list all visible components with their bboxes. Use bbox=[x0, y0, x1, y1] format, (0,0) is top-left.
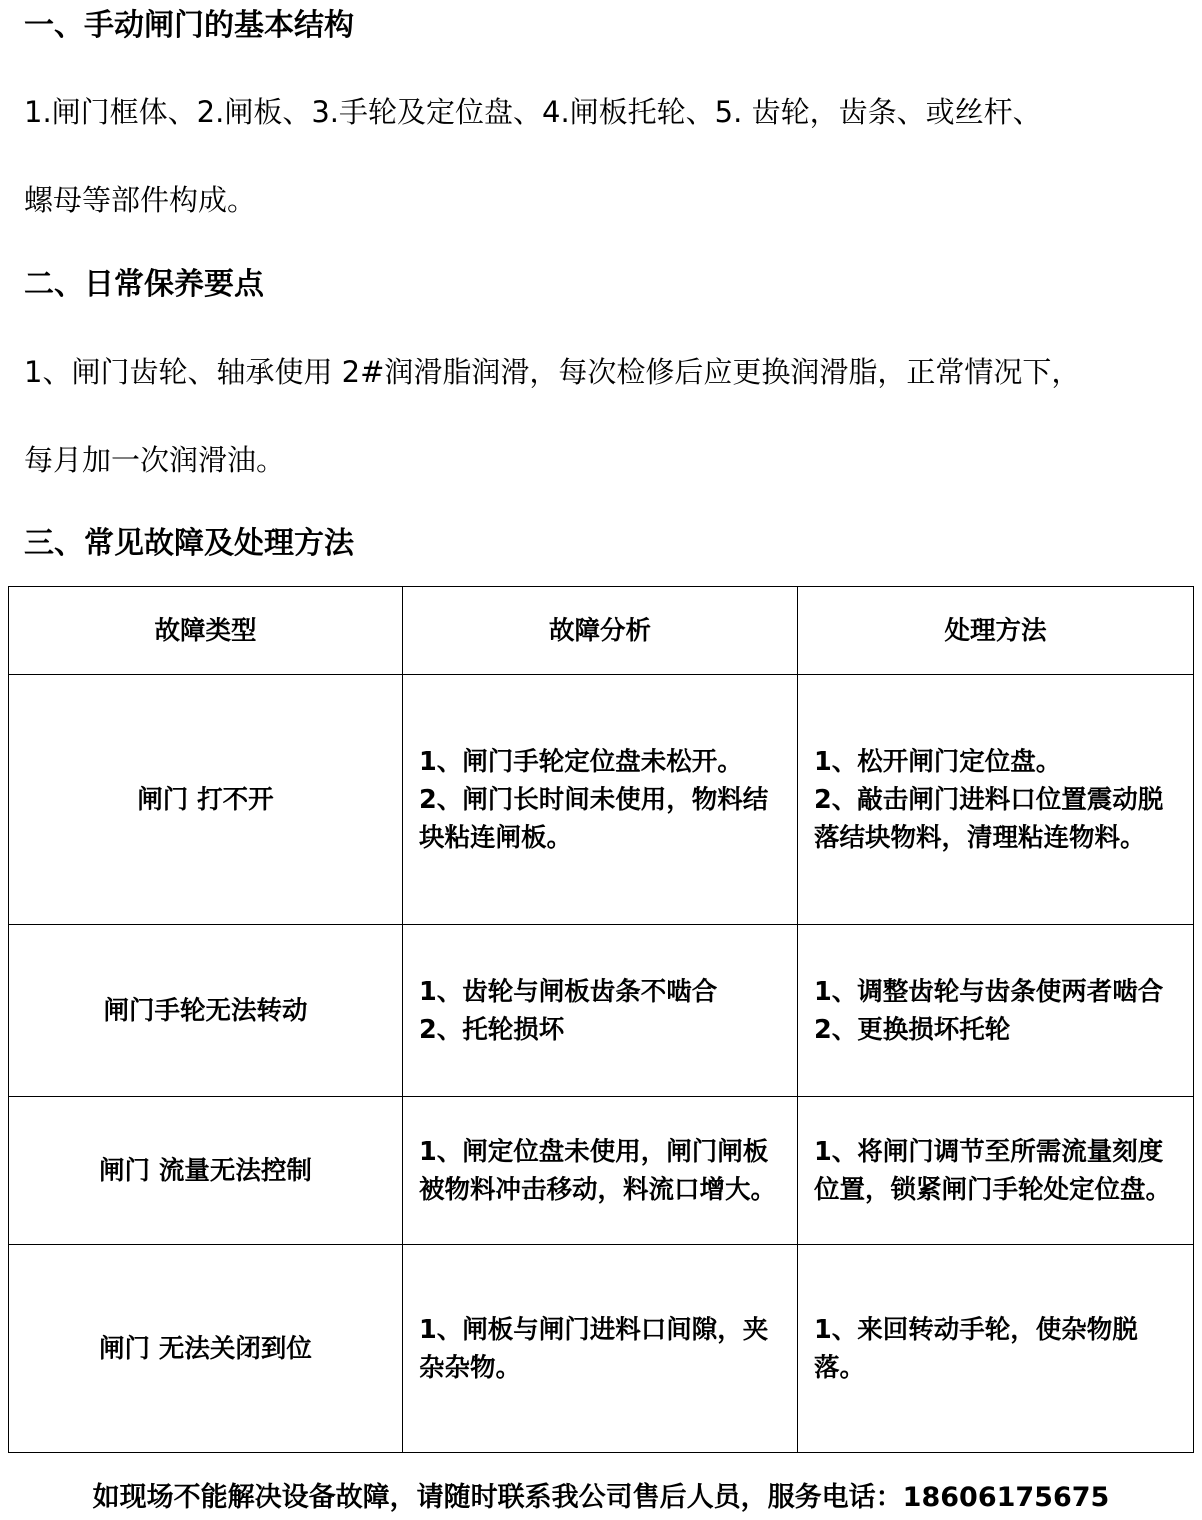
fault-analysis-cell bbox=[403, 675, 798, 925]
solution-cell bbox=[798, 1245, 1194, 1453]
header-fault-type: 故障类型 bbox=[9, 587, 403, 675]
service-contact-footer: 如现场不能解决设备故障，请随时联系我公司售后人员，服务电话：18606175675 bbox=[92, 1482, 1110, 1513]
solution-cell bbox=[798, 675, 1194, 925]
fault-analysis-cell bbox=[403, 925, 798, 1097]
solution-item: 1、松开闸门定位盘。 bbox=[814, 746, 1062, 777]
table-row bbox=[9, 1097, 1194, 1245]
analysis-item: 1、齿轮与闸板齿条不啮合 bbox=[419, 976, 718, 1007]
section-1-heading: 一、手动闸门的基本结构 bbox=[24, 8, 354, 43]
header-fault-analysis: 故障分析 bbox=[403, 587, 798, 675]
section-3-heading: 三、常见故障及处理方法 bbox=[24, 526, 354, 561]
section-1-line-1: 1.闸门框体、2.闸板、3.手轮及定位盘、4.闸板托轮、5. 齿轮，齿条、或丝杆、 bbox=[24, 95, 1042, 129]
solution-cell bbox=[798, 1097, 1194, 1245]
solution-item: 2、更换损坏托轮 bbox=[814, 1014, 1011, 1045]
fault-type-cell: 闸门 流量无法控制 bbox=[9, 1097, 403, 1245]
fault-table bbox=[8, 586, 1194, 1453]
section-1-line-2: 螺母等部件构成。 bbox=[24, 183, 257, 217]
section-2-line-2: 每月加一次润滑油。 bbox=[24, 443, 286, 477]
fault-type-cell: 闸门 打不开 bbox=[9, 675, 403, 925]
solution-item: 1、来回转动手轮，使杂物脱落。 bbox=[814, 1314, 1138, 1383]
solution-cell bbox=[798, 925, 1194, 1097]
section-2-line-1: 1、闸门齿轮、轴承使用 2#润滑脂润滑，每次检修后应更换润滑脂，正常情况下， bbox=[24, 355, 1081, 389]
fault-type-cell: 闸门 无法关闭到位 bbox=[9, 1245, 403, 1453]
table-row bbox=[9, 925, 1194, 1097]
analysis-item: 1、闸门手轮定位盘未松开。 bbox=[419, 746, 743, 777]
fault-analysis-cell bbox=[403, 1097, 798, 1245]
analysis-item: 1、闸板与闸门进料口间隙，夹杂杂物。 bbox=[419, 1314, 769, 1383]
header-solution: 处理方法 bbox=[798, 587, 1194, 675]
analysis-item: 2、托轮损坏 bbox=[419, 1014, 565, 1045]
fault-analysis-cell bbox=[403, 1245, 798, 1453]
solution-item: 2、敲击闸门进料口位置震动脱落结块物料，清理粘连物料。 bbox=[814, 784, 1164, 853]
analysis-item: 2、闸门长时间未使用，物料结块粘连闸板。 bbox=[419, 784, 769, 853]
solution-item: 1、调整齿轮与齿条使两者啮合 bbox=[814, 976, 1164, 1007]
table-header-row bbox=[9, 587, 1194, 675]
solution-item: 1、将闸门调节至所需流量刻度位置，锁紧闸门手轮处定位盘。 bbox=[814, 1136, 1172, 1205]
table-row bbox=[9, 675, 1194, 925]
table-row bbox=[9, 1245, 1194, 1453]
analysis-item: 1、闸定位盘未使用，闸门闸板被物料冲击移动，料流口增大。 bbox=[419, 1136, 777, 1205]
fault-type-cell: 闸门手轮无法转动 bbox=[9, 925, 403, 1097]
section-2-heading: 二、日常保养要点 bbox=[24, 267, 264, 302]
